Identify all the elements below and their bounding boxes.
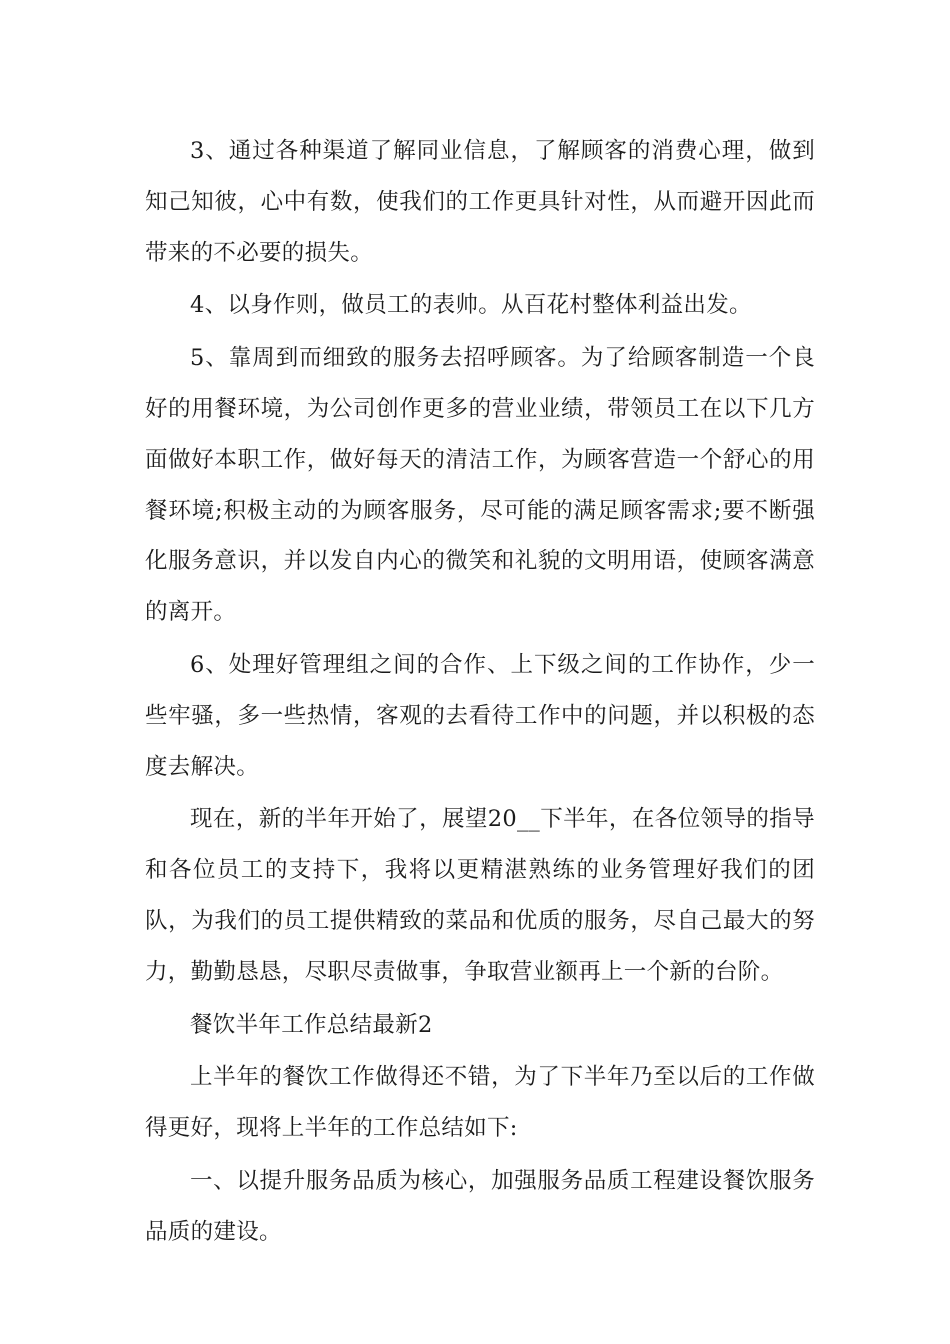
paragraph-outlook: 现在，新的半年开始了，展望20__下半年，在各位领导的指导和各位员工的支持下，我将以更精湛熟练的业务管理好我们的团队，为我们的员工提供精致的菜品和优质的服务，尽自己最大的努力，勤勤恳恳，尽职尽责做事，争取营业额再上一个新的台阶。: [145, 806, 815, 985]
paragraph-item-3: 3、通过各种渠道了解同业信息，了解顾客的消费心理，做到知己知彼，心中有数，使我们的工作更具针对性，从而避开因此而带来的不必要的损失。: [145, 138, 815, 266]
paragraph-item-6: 6、处理好管理组之间的合作、上下级之间的工作协作，少一些牢骚，多一些热情，客观的去看待工作中的问题，并以积极的态度去解决。: [145, 651, 815, 780]
paragraph-item-5: 5、靠周到而细致的服务去招呼顾客。为了给顾客制造一个良好的用餐环境，为公司创作更多的营业业绩，带领员工在以下几方面做好本职工作，做好每天的清洁工作，为顾客营造一个舒心的用餐环境;积极主动的为顾客服务，尽可能的满足顾客需求;要不断强化服务意识，并以发自内心的微笑和礼貌的文明用语，使顾客满意的离开。: [145, 345, 815, 626]
paragraph-intro: 上半年的餐饮工作做得还不错，为了下半年乃至以后的工作做得更好，现将上半年的工作总结如下:: [145, 1064, 815, 1142]
document-page: [145, 126, 815, 1260]
paragraph-point-1: 一、以提升服务品质为核心，加强服务品质工程建设餐饮服务品质的建设。: [145, 1167, 815, 1245]
section-title: 餐饮半年工作总结最新2: [190, 1011, 433, 1038]
paragraph-item-4: 4、以身作则，做员工的表帅。从百花村整体利益出发。: [190, 292, 752, 319]
